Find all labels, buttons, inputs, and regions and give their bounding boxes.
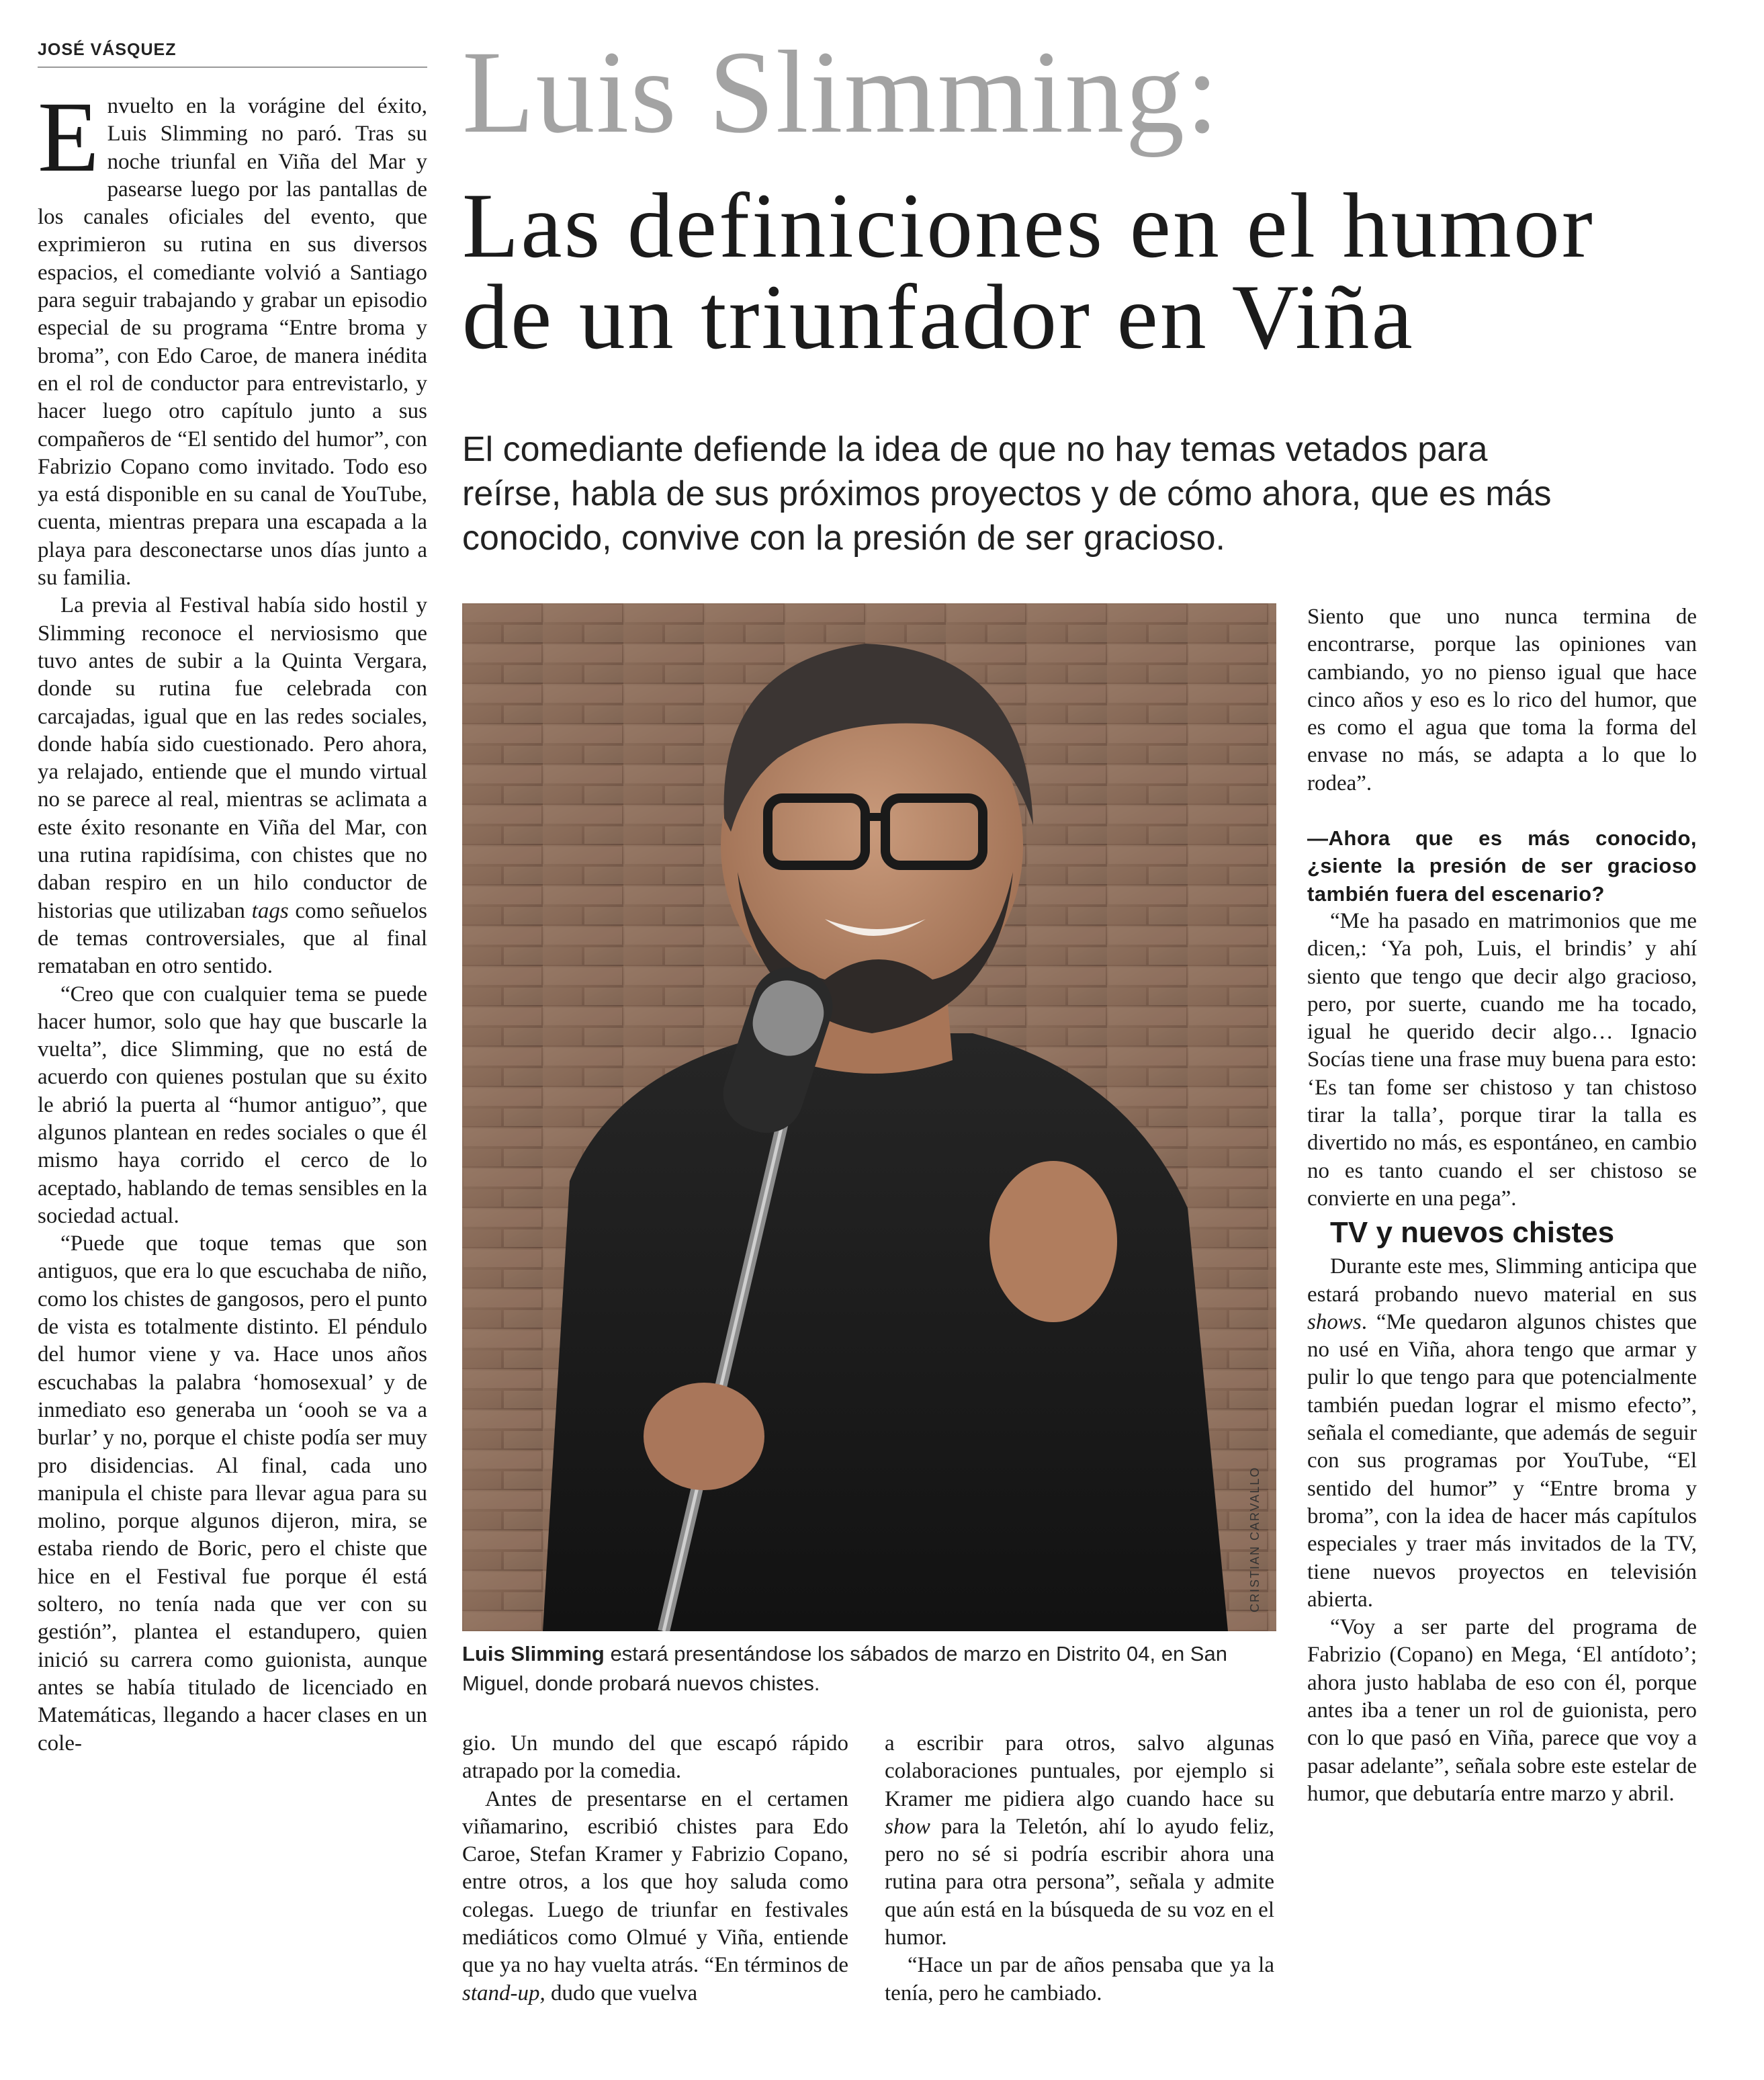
photo-credit: CRISTIAN CARVALLO (1248, 1466, 1262, 1612)
italic-text: shows (1307, 1309, 1362, 1334)
article-column-4 (1307, 603, 1697, 1808)
article-column-2 (462, 1730, 848, 2007)
paragraph: “Voy a ser parte del programa de Fabrizio (Copano) en Mega, ‘El antídoto’; ahora justo hablaba de eso con él, porque antes iba a tener un rol de guionista, pero con lo que pasó en Viña, parece que voy a pasar adelante”, señala sobre este estelar de humor, que debutaría entre marzo y abril. (1307, 1615, 1697, 1806)
italic-text: show (885, 1814, 930, 1839)
portrait-photo (462, 603, 1276, 1631)
subheadline (462, 174, 1725, 368)
paragraph (1307, 1253, 1697, 1614)
deck-line: reírse, habla de sus próximos proyectos y de cómo ahora, que es más (462, 474, 1552, 513)
paragraph-text: La previa al Festival había sido hostil y Slimming reconoce el nerviosismo que tuvo antes de subir a la Quinta Vergara, donde su rutina fue celebrada con carcajadas, igual que en las redes sociales, donde había sido cuestionado. Pero ahora, ya relajado, entiende que el mundo virtual no se parece al real, mientras se aclimata a este éxito resonante en Viña del Mar, con una rutina rapidísima, con chistes que no daban respiro en un hilo conductor de historias que utilizaban (38, 593, 427, 923)
paragraph: Siento que uno nunca termina de encontrarse, porque las opiniones van cambiando, yo no pienso igual que hace cinco años y eso es lo rico del humor, que es como el agua que toma la forma del envase no más, se adapta a lo que lo rodea”. (1307, 605, 1697, 795)
paragraph: “Creo que con cualquier tema se puede hacer humor, solo que hay que buscarle la vuelta”, dice Slimming, que no está de acuerdo con quienes postulan que su éxito le abrió la puerta al “humor antiguo”, que algunos plantean en redes sociales o que él mismo haya corrido el cerco de lo aceptado, hablando de temas sensibles en la sociedad actual. (38, 982, 427, 1228)
paragraph: “Me ha pasado en matrimonios que me dicen,: ‘Ya poh, Luis, el brindis’ y ahí siento que tengo que decir algo gracioso, pero, por suerte, cuando me ha tocado, igual he querido decir algo… Ignacio Socías tiene una frase muy buena para esto: ‘Es tan fome ser chistoso y tan chistoso tirar la talla’, porque tirar la talla es divertido no más, es espontáneo, en cambio no es tanto cuando el ser chistoso se convierte en una pega”. (1307, 908, 1697, 1211)
deck-line: El comediante defiende la idea de que no hay temas vetados para (462, 430, 1488, 469)
paragraph (38, 592, 427, 980)
paragraph-text: a escribir para otros, salvo algunas colaboraciones puntuales, por ejemplo si Kramer me pidiera algo cuando hace su (885, 1731, 1274, 1811)
article-column-3 (885, 1730, 1274, 2007)
italic-text: tags (251, 898, 289, 923)
paragraph-text: Antes de presentarse en el certamen viñamarino, escribió chistes para Edo Caroe, Stefan Kramer y Fabrizio Copano, entre otros, a los que hoy saluda como colegas. Luego de triunfar en festivales mediáticos como Olmué y Viña, entiende que ya no hay vuelta atrás. “En términos de (462, 1786, 848, 1978)
paragraph-text: nvuelto en la vorágine del éxito, Luis Slimming no paró. Tras su noche triunfal en Viña del Mar y pasearse luego por las pantallas de los canales oficiales del evento, que exprimieron su rutina en sus diversos espacios, el comediante volvió a Santiago para seguir trabajando y grabar un episodio especial de su programa “Entre broma y broma”, con Edo Caroe, de manera inédita en el rol de conductor para entrevistarlo, y hacer luego otro capítulo junto a sus compañeros de “El sentido del humor”, con Fabrizio Copano como invitado. Todo eso ya está disponible en su canal de YouTube, cuenta, mientras prepara una escapada a la playa para desconectarse unos días junto a su familia. (38, 94, 427, 591)
drop-cap: E (38, 81, 99, 193)
paragraph (38, 81, 427, 592)
paragraph: gio. Un mundo del que escapó rápido atrapado por la comedia. (462, 1731, 848, 1784)
paragraph: “Puede que toque temas que son antiguos, que era lo que escuchaba de niño, como los chistes de gangosos, pero el punto de vista es totalmente distinto. El péndulo del humor viene y va. Hace unos años escuchabas la palabra ‘homosexual’ y de inmediato eso generaba un ‘oooh se va a burlar’ y no, porque el chiste podía ser muy pro disidencias. Al final, cada uno manipula el chiste para llevar agua para su molino, porque algunos dijeron, mira, se estaba riendo de Boric, pero el chiste que hice en el Festival fue porque él está soltero, no tenía nada que ver con su gestión”, plantea el estandupero, quien inició su carrera como guionista, aunque antes se había titulado de licenciado en Matemáticas, llegando a hacer clases en un cole- (38, 1231, 427, 1756)
subheadline-line: de un triunfador en Viña (462, 265, 1415, 368)
paragraph-text: como señuelos de temas controversiales, que al final remataban en otro sentido. (38, 898, 428, 979)
paragraph-text: dudo que vuelva (545, 1981, 698, 2005)
italic-text: stand-up, (462, 1981, 545, 2005)
section-subtitle: TV y nuevos chistes (1330, 1216, 1615, 1250)
paragraph: “Hace un par de años pensaba que ya la tenía, pero he cambiado. (885, 1953, 1274, 2005)
interview-question: —Ahora que es más conocido, ¿siente la presión de ser gracioso también fuera del escenario? (1307, 826, 1697, 906)
paragraph-text: para la Teletón, ahí lo ayudo feliz, pero no sé si podría escribir ahora una rutina para otra persona”, señala y admite que aún está en la búsqueda de su voz en el humor. (885, 1814, 1274, 1950)
caption-text: estará presentándose los sábados de marzo en Distrito 04, en San Miguel, donde probará nuevos chistes. (462, 1642, 1227, 1695)
headline: Luis Slimming: (462, 27, 1221, 158)
subheadline-line: Las definiciones en el humor (462, 174, 1595, 277)
paragraph-text: . “Me quedaron algunos chistes que no usé en Viña, ahora tengo que armar y pulir lo que tengo para que potencialmente también puedan lograr el mismo efecto”, señala el comediante, que además de seguir con sus programas por YouTube, “El sentido del humor” y “Entre broma y broma”, con la idea de hacer más capítulos especiales y traer más invitados de la TV, tiene nuevos proyectos en televisión abierta. (1307, 1309, 1697, 1612)
paragraph (885, 1730, 1274, 1952)
article-column-1 (38, 81, 428, 1758)
paragraph-text: Durante este mes, Slimming anticipa que estará probando nuevo material en sus (1307, 1254, 1697, 1307)
byline: JOSÉ VÁSQUEZ (38, 40, 427, 68)
caption-name: Luis Slimming (462, 1642, 605, 1665)
deck-line: conocido, convive con la presión de ser gracioso. (462, 519, 1225, 558)
photo-caption (462, 1639, 1276, 1698)
deck (462, 427, 1725, 560)
paragraph (462, 1786, 848, 2007)
